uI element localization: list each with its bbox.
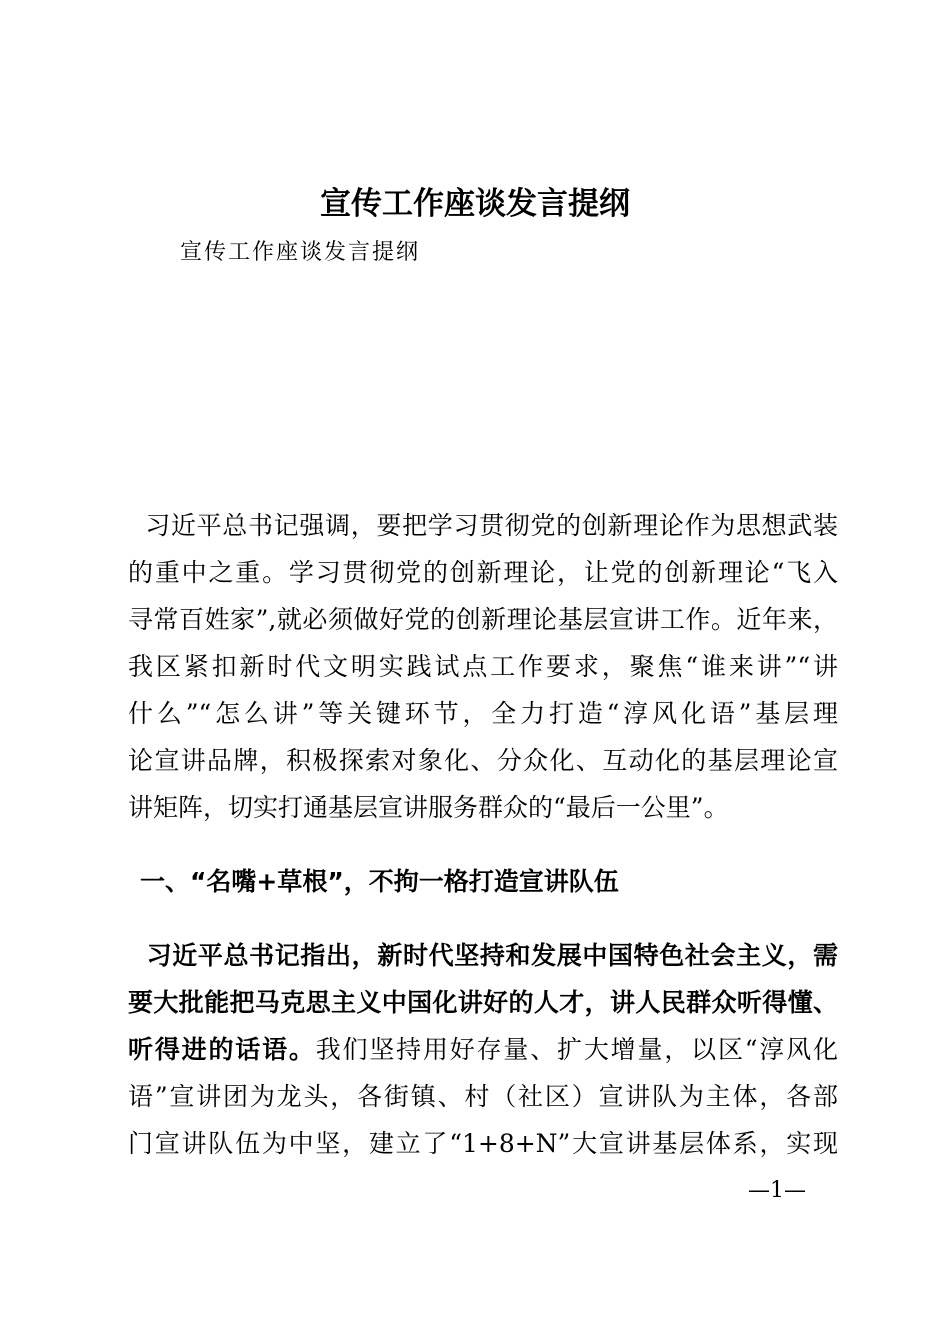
paragraph-section1 (128, 932, 838, 1167)
text-line: 习近平总书记指出，新时代坚持和发展中国特色社会主义，需 (128, 941, 838, 970)
bold-text: 听得进的话语。 (128, 1035, 316, 1064)
text-line: 要大批能把马克思主义中国化讲好的人才，讲人民群众听得懂、 (128, 988, 838, 1017)
section-heading: 一、“名嘴+草根”，不拘一格打造宣讲队伍 (140, 867, 619, 896)
text-line: 论宣讲品牌，积极探索对象化、分众化、互动化的基层理论宣 (128, 746, 838, 775)
text-line: 我区紧扣新时代文明实践试点工作要求，聚焦“谁来讲”“讲 (128, 652, 838, 681)
text-line: 习近平总书记强调，要把学习贯彻党的创新理论作为思想武装 (128, 511, 838, 540)
text-line: 门宣讲队伍为中坚，建立了“1+8+N”大宣讲基层体系，实现 (128, 1129, 838, 1158)
regular-text: 我们坚持用好存量、扩大增量，以区“淳风化 (315, 1035, 838, 1064)
document-title: 宣传工作座谈发言提纲 (320, 186, 630, 222)
page-number: —1— (748, 1178, 806, 1203)
text-line: 语”宣讲团为龙头，各街镇、村（社区）宣讲队为主体，各部 (128, 1082, 838, 1111)
text-line: 讲矩阵，切实打通基层宣讲服务群众的“最后一公里”。 (128, 793, 729, 822)
paragraph-intro (128, 502, 838, 831)
text-line: 的重中之重。学习贯彻党的创新理论，让党的创新理论“飞入 (128, 558, 838, 587)
text-line (128, 1026, 838, 1073)
text-line: 寻常百姓家”,就必须做好党的创新理论基层宣讲工作。近年来， (128, 605, 838, 634)
text-line: 什么”“怎么讲”等关键环节，全力打造“淳风化语”基层理 (128, 699, 838, 728)
document-subtitle: 宣传工作座谈发言提纲 (180, 240, 421, 265)
